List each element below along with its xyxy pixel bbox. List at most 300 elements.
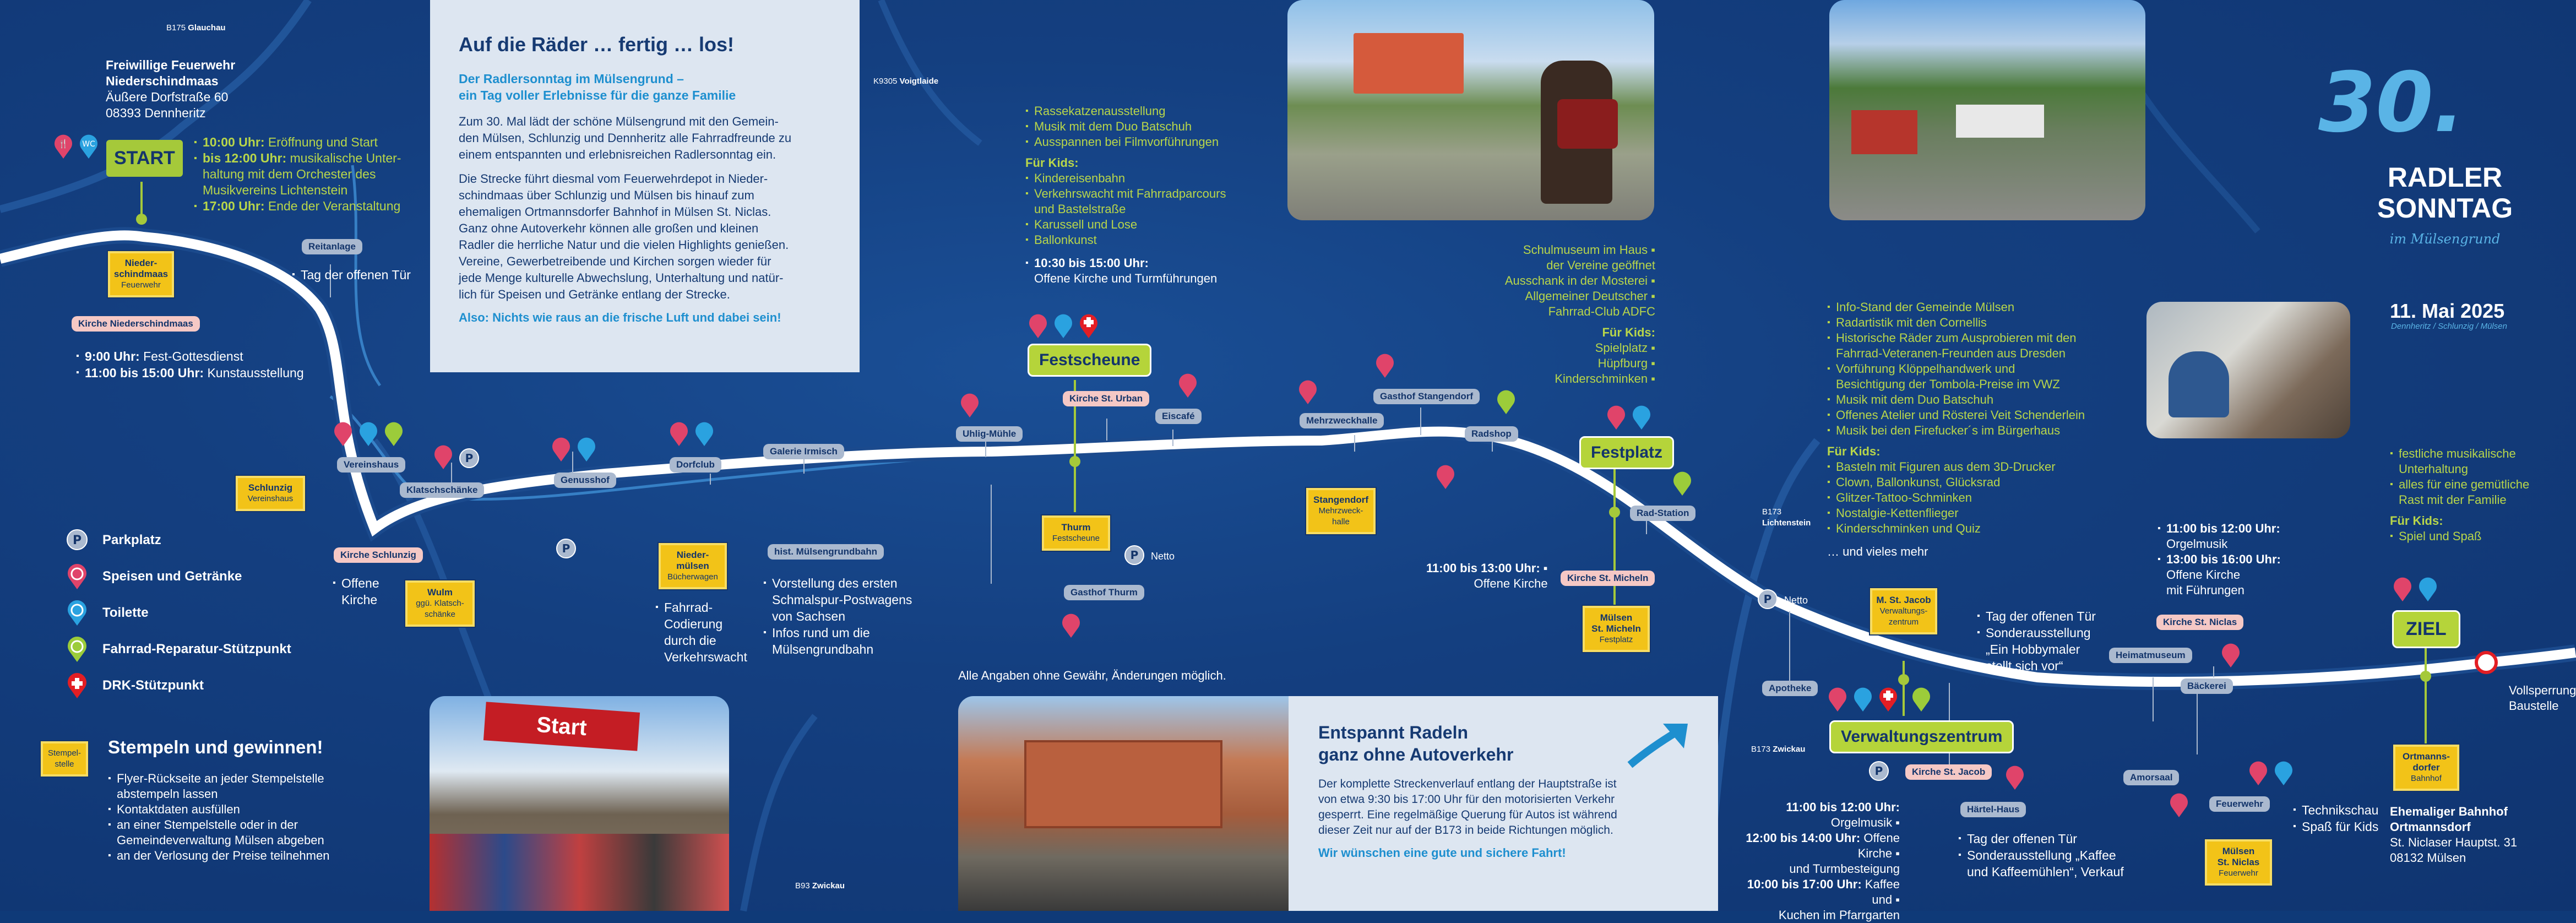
- stamp-location: Festplatz: [1599, 635, 1633, 644]
- tag-offene-tuer-info: [1977, 608, 2096, 674]
- info-item: ▪ Technikschau: [2293, 802, 2378, 818]
- road-label-b93: [795, 878, 845, 894]
- stamp-muelsen-st-jacob[interactable]: [1870, 588, 1937, 634]
- road-number: B173: [1751, 745, 1771, 754]
- intro-text: Radler die herrliche Natur und die vielen Highlights genießen.: [459, 238, 789, 252]
- time: 10:00 Uhr:: [203, 135, 265, 149]
- reitanlage-info: [292, 267, 411, 283]
- food-pin-icon: [433, 444, 454, 469]
- info-item: ▪ Musik bei den Firefucker´s im Bürgerhaus: [1827, 423, 2085, 438]
- info-more: … und vieles mehr: [1827, 545, 1928, 558]
- intro-text: Vereine, Gewerbetreibende und Kirchen sorgen wieder für: [459, 254, 771, 268]
- intro-subtitle: Der Radlersonntag im Mülsengrund –: [459, 72, 684, 86]
- stamp-muelsen-st-micheln[interactable]: [1583, 606, 1650, 652]
- poi-kirche-st-niclas[interactable]: Kirche St. Niclas: [2156, 615, 2243, 630]
- event: Orgelmusik: [2166, 537, 2228, 551]
- info-item: der Vereine geöffnet: [1546, 258, 1655, 272]
- stamp-location: Verwaltungs-: [1879, 606, 1928, 616]
- parking-icon: [66, 528, 88, 553]
- legend-food: [66, 564, 242, 589]
- photo-crowd-strip: [430, 834, 729, 911]
- kirche-schlunzig-info: [333, 575, 379, 608]
- start-schedule: [194, 134, 401, 214]
- road-place: Zwickau: [812, 881, 845, 891]
- kids-heading: Für Kids:: [1025, 156, 1079, 170]
- food-pin-icon: [1061, 612, 1082, 638]
- stamp-name: Ortmanns-: [2403, 751, 2450, 762]
- photo-accordion: [1557, 99, 1618, 149]
- info-item: Spielplatz: [1595, 341, 1648, 355]
- event: haltung mit dem Orchester des: [203, 167, 376, 181]
- stamp-name: M. St. Jacob: [1876, 595, 1931, 605]
- time: 10:00 bis 17:00 Uhr:: [1747, 877, 1862, 891]
- info-item: Kirche: [341, 593, 378, 607]
- stamp-name: St. Micheln: [1591, 623, 1641, 634]
- intro-text: den Mülsen, Schlunzig und Dennheritz alle Fahrradfreunde zu: [459, 131, 792, 145]
- title: [2343, 162, 2547, 254]
- info-item: und Bastelstraße: [1034, 202, 1126, 216]
- food-pin-icon: [669, 421, 689, 446]
- stamp-name: Mülsen: [1600, 612, 1633, 623]
- road-place: Glauchau: [188, 23, 226, 32]
- stamp-ortmannsdorfer-bahnhof[interactable]: [2393, 745, 2459, 791]
- info-item: alles für eine gemütliche: [2399, 477, 2530, 491]
- toilet-pin-icon: [1852, 686, 1873, 712]
- info-item: ▪ Kindereisenbahn: [1025, 171, 1226, 186]
- drk-pin-icon: [1878, 686, 1899, 712]
- stamp-title: Stempeln und gewinnen!: [108, 737, 323, 757]
- traffic-panel: [1289, 696, 1718, 911]
- time: 13:00 bis 16:00 Uhr:: [2166, 552, 2281, 566]
- stamp-location: Bahnhof: [2411, 774, 2442, 783]
- info-item: ▪ Tag der offenen Tür: [292, 267, 411, 283]
- food-pin-icon: [1827, 686, 1848, 712]
- legend-toilet: [66, 600, 149, 626]
- address-line: Ehemaliger Bahnhof: [2390, 805, 2508, 818]
- stamp-name: Nieder-: [124, 258, 157, 268]
- road-number: B173: [1762, 507, 1782, 517]
- intro-text: Die Strecke führt diesmal vom Feuerwehrdepot in Nieder-: [459, 172, 768, 186]
- event-date: 11. Mai 2025: [2390, 300, 2505, 322]
- repair-pin-icon: [1496, 389, 1517, 414]
- repair-pin-icon: [383, 421, 404, 446]
- parking-icon: [1868, 760, 1890, 782]
- poi-heimatmuseum[interactable]: Heimatmuseum: [2109, 648, 2192, 663]
- info-item: Infos rund um die: [772, 626, 870, 640]
- poi-mehrzweckhalle[interactable]: Mehrzweckhalle: [1300, 413, 1384, 428]
- stamp-name: Stangendorf: [1313, 495, 1369, 505]
- food-pin-icon: [2169, 792, 2189, 817]
- intro-text: ehemaligen Ortmannsdorfer Bahnhof in Mülsen St. Niclas.: [459, 205, 771, 219]
- info-item: Besichtigung der Tombola-Preise im VWZ: [1836, 377, 2060, 391]
- info-item: ▪ Ausspannen bei Filmvorführungen: [1025, 134, 1226, 150]
- info-item: festliche musikalische: [2399, 447, 2516, 460]
- center-program: [1025, 104, 1226, 286]
- event: Offene Kirche: [1857, 831, 1900, 860]
- poi-vereinshaus[interactable]: Vereinshaus: [337, 457, 405, 473]
- info-item: Verkehrswacht: [664, 650, 747, 664]
- toilet-icon: [66, 600, 88, 626]
- poi-kirche-st-urban[interactable]: Kirche St. Urban: [1063, 391, 1149, 406]
- food-pin-icon: [2220, 642, 2241, 667]
- poi-uhlig-muehle[interactable]: Uhlig-Mühle: [956, 426, 1023, 442]
- kirche-nsm-info: [76, 348, 304, 381]
- road-number: B93: [795, 881, 810, 891]
- event: Offene Kirche und Turmführungen: [1034, 272, 1218, 285]
- stamp-name: Nieder-: [676, 550, 709, 560]
- toilet-pin-icon: [2273, 760, 2294, 785]
- arrow-icon: [1624, 718, 1691, 768]
- poi-genusshof[interactable]: Genusshof: [554, 473, 616, 488]
- photo-tent: [1851, 110, 1917, 154]
- intro-text: schindmaas über Schlunzig und Mülsen bis hinauf zum: [459, 188, 754, 202]
- road-label-b173-zwickau: [1751, 741, 1805, 757]
- info-item: durch die: [664, 633, 716, 648]
- netto-label: Netto: [1784, 595, 1808, 606]
- stamp-name: Thurm: [1061, 522, 1091, 533]
- ziel-label: ZIEL: [2392, 610, 2460, 648]
- toilet-pin-icon: [78, 133, 99, 159]
- time: 11:00 bis 13:00 Uhr:: [1426, 561, 1540, 575]
- time: 11:00 bis 15:00 Uhr:: [85, 366, 204, 380]
- toilet-pin-icon: [1053, 313, 1074, 338]
- address-line: 08132 Mülsen: [2390, 851, 2466, 865]
- time: bis 12:00 Uhr:: [203, 151, 287, 165]
- start-address: [106, 57, 235, 121]
- closure-text: Vollsperrung: [2509, 683, 2576, 697]
- toilet-pin-icon: [694, 421, 715, 446]
- toilet-pin-icon: [1631, 404, 1652, 430]
- info-item: Vorführung Klöppelhandwerk und: [1836, 362, 2015, 376]
- legend-label: Fahrrad-Reparatur-Stützpunkt: [102, 642, 291, 656]
- festplatz-label[interactable]: Festplatz: [1579, 436, 1674, 469]
- parking-icon: [458, 447, 480, 469]
- info-item: ▪ Info-Stand der Gemeinde Mülsen: [1827, 300, 2085, 315]
- poi-eiscafe[interactable]: Eiscafé: [1155, 409, 1202, 424]
- poi-hist-muelsengrundbahn[interactable]: hist. Mülsengrundbahn: [768, 544, 884, 560]
- road-label-b175: [166, 20, 226, 36]
- traffic-text: dieser Zeit nur auf der B173 in beide Richtungen möglich.: [1318, 824, 1613, 837]
- event: Kunstausstellung: [204, 366, 304, 380]
- photo-crowd: [1829, 0, 2145, 220]
- anniversary-number: 30.: [2318, 55, 2465, 151]
- info-item: Fahrrad-Club ADFC: [1548, 305, 1655, 318]
- info-item: Mülsengrundbahn: [772, 642, 874, 656]
- poi-baeckerei[interactable]: Bäckerei: [2181, 678, 2233, 694]
- stamp-name: dorfer: [2412, 762, 2440, 773]
- info-item: Sonderausstellung „Kaffee: [1967, 848, 2116, 862]
- road-closure-note: [2509, 683, 2576, 714]
- svg-text:🍴: 🍴: [58, 139, 69, 149]
- time: 11:00 bis 12:00 Uhr:: [2166, 522, 2280, 535]
- stamp-thurm[interactable]: [1042, 515, 1110, 551]
- kids-heading: Für Kids:: [2390, 514, 2443, 528]
- info-item: ▪ Clown, Ballonkunst, Glücksrad: [1827, 475, 2085, 490]
- stamp-step: ▪ an der Verlosung der Preise teilnehmen: [108, 848, 329, 864]
- info-item: Offene: [341, 576, 379, 590]
- repair-pin-icon: [1672, 470, 1693, 496]
- poi-kirche-schlunzig[interactable]: Kirche Schlunzig: [334, 547, 423, 563]
- haertel-info: [1958, 830, 2124, 880]
- start-org-line: Niederschindmaas: [106, 74, 219, 88]
- event: Ende der Veranstaltung: [264, 199, 401, 213]
- info-item: ▪ Basteln mit Figuren aus dem 3D-Drucker: [1827, 459, 2085, 475]
- road-place: Zwickau: [1773, 745, 1806, 754]
- intro-text: lich für Speisen und Getränke entlang der Strecke.: [459, 287, 730, 301]
- intro-subtitle: ein Tag voller Erlebnisse für die ganze Familie: [459, 88, 736, 102]
- info-item: Fahrrad-Veteranen-Freunden aus Dresden: [1836, 346, 2066, 360]
- food-pin-icon: [1606, 404, 1627, 430]
- svg-text:P: P: [465, 452, 474, 465]
- fahrrad-codierung-info: [655, 599, 747, 665]
- info-item: stellt sich vor“: [1986, 659, 2063, 673]
- food-pin-icon: [2004, 764, 2025, 790]
- stamp-step: Flyer-Rückseite an jeder Stempelstelle: [117, 772, 324, 785]
- start-org-line: Freiwillige Feuerwehr: [106, 58, 236, 72]
- start-street: Äußere Dorfstraße 60: [106, 90, 229, 104]
- ziel-address: [2390, 804, 2517, 866]
- info-item: Schulmuseum im Haus: [1523, 243, 1648, 257]
- intro-panel: [430, 0, 860, 372]
- traffic-highlight: Wir wünschen eine gute und sichere Fahrt!: [1318, 846, 1566, 860]
- event: Musikvereins Lichtenstein: [203, 183, 348, 197]
- food-pin-icon: [1297, 379, 1318, 404]
- stamp-step: Gemeindeverwaltung Mülsen abgeben: [117, 833, 324, 847]
- poi-haertel-haus[interactable]: Härtel-Haus: [1960, 802, 2026, 817]
- poi-apotheke[interactable]: Apotheke: [1762, 681, 1818, 696]
- road-place: Voigtlaide: [899, 77, 939, 86]
- info-item: ▪ Nostalgie-Kettenflieger: [1827, 506, 2085, 521]
- toilet-pin-icon: [576, 436, 597, 462]
- photo-building-roof: [1354, 33, 1464, 94]
- info-item: ▪ Offenes Atelier und Rösterei Veit Schenderlein: [1827, 408, 2085, 423]
- stamp-steps: [108, 771, 329, 864]
- legend-label: DRK-Stützpunkt: [102, 678, 204, 693]
- festscheune-label[interactable]: Festscheune: [1028, 344, 1151, 377]
- event: Fest-Gottesdienst: [139, 349, 243, 363]
- event-places: Dennheritz / Schlunzig / Mülsen: [2391, 322, 2507, 331]
- info-item: ▪ Karussell und Lose: [1025, 217, 1226, 232]
- title-line: RADLER: [2387, 162, 2503, 193]
- event: musikalische Unter-: [286, 151, 401, 165]
- netto-label: Netto: [1151, 551, 1175, 562]
- info-item: ▪ Spiel und Spaß: [2390, 529, 2529, 544]
- poi-rad-station[interactable]: Rad-Station: [1630, 506, 1695, 521]
- repair-pin-icon: [1911, 686, 1932, 712]
- info-item: ▪ Musik mit dem Duo Batschuh: [1827, 392, 2085, 408]
- stamp-step: ▪ Kontaktdaten ausfüllen: [108, 802, 329, 817]
- intro-text: Ganz ohne Autoverkehr können alle großen und kleinen: [459, 221, 759, 235]
- stamp-legend-text: Stempel-: [47, 748, 81, 758]
- photo-lacemaking: [2146, 302, 2350, 438]
- stamp-muelsen-st-niclas[interactable]: [2205, 839, 2272, 886]
- intro-text: jede Menge kulturelle Abwechslung, Unterhaltung und natür-: [459, 271, 784, 285]
- drk-cross-icon: [66, 673, 88, 698]
- traffic-text: gesperrt. Eine regelmäßige Querung für Autos ist während: [1318, 808, 1617, 821]
- stamp-location: Feuerwehr: [121, 280, 161, 290]
- stamp-stangendorf[interactable]: [1306, 488, 1376, 534]
- info-item: ▪ Rassekatzenausstellung: [1025, 104, 1226, 119]
- stamp-schlunzig[interactable]: [236, 476, 305, 511]
- intro-title: Auf die Räder … fertig … los!: [459, 33, 735, 56]
- info-item: Rast mit der Familie: [2399, 493, 2507, 507]
- info-item: Kinderschminken: [1555, 372, 1648, 386]
- food-pin-icon: [2248, 760, 2269, 785]
- muelsengrundbahn-info: [763, 575, 912, 658]
- event: Kaffee und: [1861, 877, 1900, 906]
- time: 10:30 bis 15:00 Uhr:: [1034, 256, 1149, 270]
- toilet-pin-icon: [358, 421, 379, 446]
- disclaimer: Alle Angaben ohne Gewähr, Änderungen möglich.: [958, 669, 1226, 682]
- road-label-b173-lichtenstein: [1762, 507, 1811, 529]
- info-item: Sonderausstellung: [1986, 626, 2091, 640]
- feuerwehr-info: [2293, 802, 2378, 835]
- food-pin-icon: [1374, 352, 1395, 378]
- road-place: Lichtenstein: [1762, 518, 1811, 528]
- info-item: Verkehrswacht mit Fahrradparcours: [1034, 187, 1226, 200]
- kirche-jacob-info: 11:00 bis 12:00 Uhr: Orgelmusik ▪ 12:00 bis 14:00 Uhr: Offene Kirche ▪ und Turmbesteigung 10:00 bis 17:00 Uhr: Kaffee und ▪ Kuchen im Pfarrgarten: [1746, 800, 1900, 922]
- info-item: Historische Räder zum Ausprobieren mit den: [1836, 331, 2077, 345]
- event: Offene Kirche: [2166, 568, 2241, 582]
- info-item: und Kaffeemühlen“, Verkauf: [1967, 865, 2124, 879]
- info-item: ▪ Glitzer-Tattoo-Schminken: [1827, 490, 2085, 506]
- info-item: Unterhaltung: [2399, 462, 2468, 476]
- stamp-step: an einer Stempelstelle oder in der: [117, 818, 298, 832]
- stamp-niederschindmaas[interactable]: [108, 251, 174, 297]
- poi-kirche-niederschindmaas[interactable]: Kirche Niederschindmaas: [72, 316, 200, 332]
- stamp-legend-box: [41, 741, 88, 777]
- info-item: ▪ Tag der offenen Tür: [1977, 608, 2096, 625]
- road-number: B175: [166, 23, 186, 32]
- info-item: ▪ Radartistik mit den Cornellis: [1827, 315, 2085, 330]
- svg-text:P: P: [1874, 764, 1883, 778]
- food-pin-icon: [551, 436, 572, 462]
- mid-program: Schulmuseum im Haus ▪ der Vereine geöffnet Ausschank in der Mosterei ▪ Allgemeiner Deutscher ▪ Fahrrad-Club ADFC Für Kids: Spielplatz ▪ Hüpfburg ▪ Kinderschminken ▪: [1481, 242, 1655, 387]
- intro-text: einem entspannten und erlebnisreichen Radlersonntag ein.: [459, 148, 776, 161]
- intro-highlight: Also: Nichts wie raus an die frische Luft und dabei sein!: [459, 311, 781, 324]
- stamp-location: Bücherwagen: [667, 572, 718, 582]
- stamp-location: ggü. Klatsch-: [416, 599, 464, 608]
- svg-text:P: P: [1130, 549, 1139, 562]
- kirche-micheln-info: 11:00 bis 13:00 Uhr: ▪ Offene Kirche: [1426, 561, 1548, 590]
- info-item: Allgemeiner Deutscher: [1525, 289, 1648, 303]
- parking-icon: [555, 537, 577, 560]
- parking-icon: [1757, 588, 1779, 610]
- info-item: ▪ Spaß für Kids: [2293, 818, 2378, 835]
- poi-amorsaal[interactable]: Amorsaal: [2123, 770, 2179, 785]
- photo-musician: [1287, 0, 1654, 220]
- time: 9:00 Uhr:: [85, 349, 140, 363]
- food-pin-icon: [959, 392, 980, 417]
- stamp-niedermuelsen[interactable]: [659, 543, 727, 589]
- road-label-k9305: [873, 73, 938, 89]
- repair-icon: [66, 637, 88, 662]
- kids-heading: Für Kids:: [1827, 444, 1881, 458]
- legend-repair: [66, 637, 291, 662]
- stamp-location: Festscheune: [1052, 534, 1100, 543]
- food-pin-icon: [2392, 576, 2413, 601]
- poi-kirche-st-micheln[interactable]: Kirche St. Micheln: [1561, 571, 1655, 586]
- traffic-title: ganz ohne Autoverkehr: [1318, 745, 1514, 764]
- start-banner-text: Start: [483, 702, 640, 751]
- stamp-wulm[interactable]: [405, 580, 475, 627]
- legend-label: Parkplatz: [102, 533, 161, 547]
- intro-text: Zum 30. Mal lädt der schöne Mülsengrund mit den Gemein-: [459, 115, 779, 128]
- closure-text: Baustelle: [2509, 699, 2559, 713]
- info-item: Codierung: [664, 617, 723, 631]
- info-item: Schmalspur-Postwagens: [772, 593, 912, 607]
- food-pin-icon: [1028, 313, 1048, 338]
- parking-icon: [1123, 544, 1145, 566]
- verwaltungszentrum-label[interactable]: Verwaltungszentrum: [1829, 720, 2014, 753]
- event: Offene Kirche: [1474, 577, 1548, 590]
- photo-tent: [1956, 105, 2044, 138]
- drk-pin-icon: [1078, 313, 1099, 338]
- photo-cyclists: [958, 696, 1289, 911]
- event: Kuchen im Pfarrgarten: [1778, 908, 1900, 922]
- ziel-program: [2390, 446, 2529, 544]
- stamp-name: St. Niclas: [2217, 857, 2260, 867]
- info-item: Vorstellung des ersten: [772, 576, 898, 590]
- east-program: [1827, 300, 2085, 560]
- poi-klatschschaenke[interactable]: Klatschschänke: [400, 482, 484, 498]
- stamp-name: mülsen: [676, 561, 709, 571]
- traffic-text: von etwa 9:30 bis 17:00 Uhr für den motorisierten Verkehr: [1318, 793, 1615, 806]
- info-item: „Ein Hobbymaler: [1986, 642, 2080, 656]
- poi-gasthof-stangendorf[interactable]: Gasthof Stangendorf: [1373, 389, 1480, 404]
- toilet-pin-icon: [2417, 576, 2438, 601]
- poi-gasthof-thurm[interactable]: Gasthof Thurm: [1064, 585, 1144, 600]
- time: 12:00 bis 14:00 Uhr:: [1746, 831, 1861, 845]
- event: Eröffnung und Start: [264, 135, 378, 149]
- address-line: Ortmannsdorf: [2390, 820, 2471, 834]
- poi-dorfclub[interactable]: Dorfclub: [670, 457, 721, 473]
- poi-galerie-irmisch[interactable]: Galerie Irmisch: [763, 444, 844, 459]
- svg-text:P: P: [1763, 593, 1772, 606]
- poi-feuerwehr[interactable]: Feuerwehr: [2209, 796, 2270, 812]
- info-item: Fahrrad-: [664, 600, 713, 615]
- title-tagline: im Mülsengrund: [2389, 231, 2501, 247]
- legend-parking: [66, 528, 161, 553]
- food-icon: [66, 564, 88, 589]
- info-item: ▪ Ballonkunst: [1025, 232, 1226, 248]
- stamp-location: Vereinshaus: [247, 494, 294, 503]
- poi-radshop[interactable]: Radshop: [1465, 426, 1518, 442]
- time: 17:00 Uhr:: [203, 199, 265, 213]
- stamp-legend-text: stelle: [55, 759, 74, 769]
- info-item: von Sachsen: [772, 609, 845, 623]
- stamp-location: Mehrzweck-: [1318, 506, 1363, 515]
- photo-start-banner: [430, 696, 729, 911]
- title-line: SONNTAG: [2377, 193, 2513, 224]
- drk-pin-icon: [1435, 464, 1456, 489]
- info-item: ▪ Kinderschminken und Quiz: [1827, 521, 2085, 536]
- svg-text:P: P: [562, 542, 570, 555]
- stamp-location: halle: [1332, 517, 1350, 526]
- info-item: Hüpfburg: [1597, 356, 1648, 370]
- photo-building: [1024, 740, 1222, 828]
- traffic-title: Entspannt Radeln: [1318, 723, 1469, 742]
- poi-kirche-st-jacob[interactable]: Kirche St. Jacob: [1905, 764, 1992, 780]
- address-line: St. Niclaser Hauptst. 31: [2390, 835, 2518, 849]
- poi-reitanlage[interactable]: Reitanlage: [302, 239, 362, 254]
- traffic-text: Der komplette Streckenverlauf entlang der Hauptstraße ist: [1318, 778, 1617, 790]
- event: mit Führungen: [2166, 583, 2245, 597]
- stamp-location: schänke: [425, 610, 455, 619]
- stamp-name: Schlunzig: [248, 482, 293, 493]
- food-pin-icon: [53, 133, 74, 159]
- food-pin-icon: [333, 421, 354, 446]
